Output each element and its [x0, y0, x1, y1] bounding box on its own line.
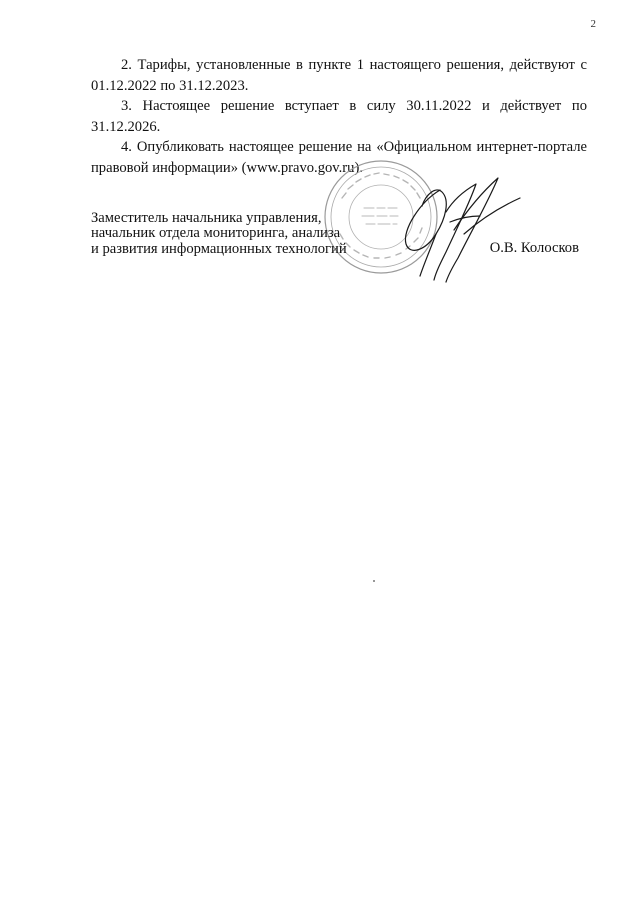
signatory-title-line-2: начальник отдела мониторинга, анализа — [91, 225, 341, 242]
signatory-name: О.В. Колосков — [489, 240, 579, 256]
paragraph-effective-date: 3. Настоящее решение вступает в силу 30.11.2022 и действует по 31.12.2026. — [91, 98, 587, 135]
paragraph-publication: 4. Опубликовать настоящее решение на «Официальном интернет-портале правовой информации» (www.pravo.gov.ru). — [91, 139, 587, 176]
paragraph-tariffs-period: 2. Тарифы, установленные в пункте 1 настоящего решения, действуют с 01.12.2022 по 31.12.2023. — [91, 57, 587, 94]
page-number: 2 — [590, 18, 596, 30]
signature-block — [91, 211, 587, 257]
signatory-title-line-3: и развития информационных технологий — [91, 240, 347, 257]
signatory-title-line-1: Заместитель начальника управления, — [91, 210, 322, 226]
scan-speck — [373, 580, 375, 582]
